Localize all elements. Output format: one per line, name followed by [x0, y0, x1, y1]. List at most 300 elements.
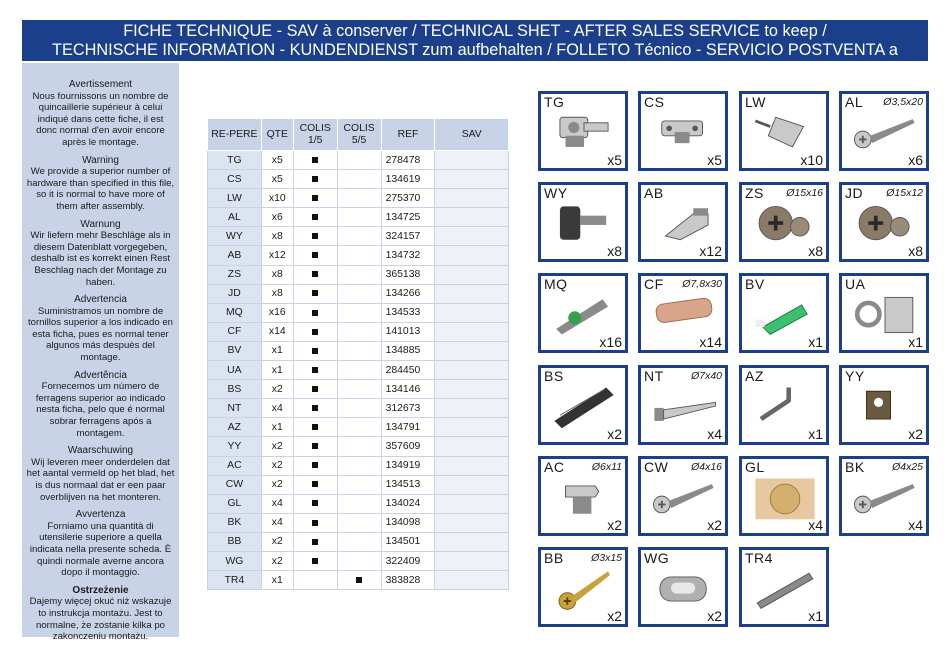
cell-qte: x8 [261, 284, 293, 303]
part-quantity: x5 [607, 152, 622, 168]
warning-text: Wir liefern mehr Beschläge als in diesem Datenblatt vorgegeben, deshalb ist es korrekt einen Rest Beschlag nach der Montage zu haben. [30, 230, 171, 288]
part-tile [638, 182, 728, 262]
cell-qte: x2 [261, 380, 293, 399]
part-code: AL [845, 94, 864, 110]
cell-colis-5 [337, 170, 381, 189]
part-code: MQ [544, 276, 568, 292]
cell-code: TR4 [208, 571, 262, 590]
cell-colis-5 [337, 284, 381, 303]
check-mark-icon [312, 481, 318, 487]
cell-sav [435, 208, 509, 227]
cell-colis-5 [337, 475, 381, 494]
table-row [208, 361, 509, 380]
cell-colis-1 [293, 571, 337, 590]
cell-ref: 141013 [381, 322, 435, 341]
warning-title: Advertencia [74, 294, 127, 306]
cell-colis-5 [337, 341, 381, 360]
part-quantity: x4 [908, 517, 923, 533]
cell-code: UA [208, 361, 262, 380]
check-mark-icon [312, 348, 318, 354]
part-code: YY [845, 368, 865, 384]
check-mark-icon [312, 405, 318, 411]
cell-qte: x6 [261, 208, 293, 227]
cell-colis-5 [337, 532, 381, 551]
wood-dowel-icon [645, 290, 723, 340]
felt-strip-icon [545, 382, 623, 432]
cell-colis-5 [337, 571, 381, 590]
col-header-colis-1: COLIS 1/5 [293, 119, 337, 151]
cell-ref: 383828 [381, 571, 435, 590]
part-quantity: x1 [808, 608, 823, 624]
connector-bolt-icon [545, 290, 623, 340]
part-code: GL [745, 459, 765, 475]
cell-qte: x2 [261, 437, 293, 456]
cell-colis-5 [337, 265, 381, 284]
cell-ref: 134024 [381, 494, 435, 513]
cell-code: WY [208, 227, 262, 246]
part-tile [739, 273, 829, 353]
cell-sav [435, 151, 509, 170]
cell-ref: 134501 [381, 532, 435, 551]
cell-qte: x4 [261, 399, 293, 418]
cell-code: TG [208, 151, 262, 170]
part-quantity: x12 [699, 243, 722, 259]
table-row [208, 456, 509, 475]
cell-ref: 134098 [381, 513, 435, 532]
cell-ref: 134725 [381, 208, 435, 227]
part-code: BK [845, 459, 865, 475]
part-code: NT [644, 368, 664, 384]
table-row [208, 475, 509, 494]
table-row [208, 341, 509, 360]
part-quantity: x4 [808, 517, 823, 533]
parts-table-body [208, 151, 509, 590]
part-code: WG [644, 550, 670, 566]
warning-title: Warning [82, 154, 119, 166]
part-quantity: x8 [607, 243, 622, 259]
hanging-rail-icon [746, 564, 824, 614]
check-mark-icon [356, 577, 362, 583]
cell-ref: 134266 [381, 284, 435, 303]
cell-qte: x5 [261, 170, 293, 189]
cell-code: NT [208, 399, 262, 418]
cell-colis-5 [337, 456, 381, 475]
rail-end-cap-icon [645, 564, 723, 614]
check-mark-icon [312, 252, 318, 258]
cell-ref: 275370 [381, 189, 435, 208]
cell-qte: x8 [261, 227, 293, 246]
cell-colis-1 [293, 227, 337, 246]
part-quantity: x5 [707, 152, 722, 168]
cell-colis-1 [293, 303, 337, 322]
part-dimension: Ø15x12 [886, 187, 923, 199]
check-mark-icon [312, 424, 318, 430]
table-row [208, 571, 509, 590]
part-code: ZS [745, 185, 764, 201]
part-tile [739, 456, 829, 536]
warning-title: Advertência [74, 369, 127, 381]
table-row [208, 494, 509, 513]
cell-sav [435, 532, 509, 551]
part-quantity: x1 [808, 334, 823, 350]
long-screw-icon [645, 382, 723, 432]
cell-qte: x16 [261, 303, 293, 322]
table-row [208, 322, 509, 341]
cell-code: YY [208, 437, 262, 456]
cell-colis-1 [293, 437, 337, 456]
part-dimension: Ø3,5x20 [883, 96, 923, 108]
part-code: WY [544, 185, 568, 201]
shelf-support-icon [545, 199, 623, 249]
part-code: AC [544, 459, 565, 475]
cell-qte: x2 [261, 475, 293, 494]
cell-ref: 312673 [381, 399, 435, 418]
cell-ref: 278478 [381, 151, 435, 170]
cell-code: AB [208, 246, 262, 265]
part-tile [538, 273, 628, 353]
cell-colis-1 [293, 341, 337, 360]
cell-ref: 134619 [381, 170, 435, 189]
cell-code: LW [208, 189, 262, 208]
cell-colis-5 [337, 361, 381, 380]
part-quantity: x1 [808, 426, 823, 442]
warning-text: Dajemy więcej okuć niż wskazuje to instrukcja montażu. Jest to normalne, że zostanie kilka po zakonczeniu montażu. [29, 596, 172, 643]
check-mark-icon [312, 462, 318, 468]
warning-title: Warnung [80, 218, 121, 230]
cell-colis-5 [337, 303, 381, 322]
part-tile [638, 456, 728, 536]
warning-text: Forniamo una quantità di utensilerie superiore a quella indicata nella presente scheda. È quindi normale averne ancora dopo il montaggio. [29, 520, 172, 579]
cell-code: AZ [208, 418, 262, 437]
cell-sav [435, 494, 509, 513]
check-mark-icon [312, 520, 318, 526]
cell-code: BS [208, 380, 262, 399]
part-code: CS [644, 94, 665, 110]
cell-qte: x4 [261, 494, 293, 513]
cell-code: ZS [208, 265, 262, 284]
part-code: BV [745, 276, 765, 292]
cell-ref: 134919 [381, 456, 435, 475]
part-tile [638, 91, 728, 171]
screw-icon [846, 473, 924, 523]
check-mark-icon [312, 176, 318, 182]
part-dimension: Ø7,8x30 [682, 278, 722, 290]
table-row [208, 303, 509, 322]
cell-sav [435, 418, 509, 437]
part-quantity: x8 [808, 243, 823, 259]
check-mark-icon [312, 539, 318, 545]
hinge-plate-icon [645, 108, 723, 158]
cell-colis-5 [337, 513, 381, 532]
cell-qte: x2 [261, 551, 293, 570]
part-tile [638, 547, 728, 627]
part-quantity: x2 [607, 426, 622, 442]
cell-ref: 365138 [381, 265, 435, 284]
cell-sav [435, 227, 509, 246]
part-quantity: x10 [800, 152, 823, 168]
part-code: TR4 [745, 550, 773, 566]
col-header-repere: RE-PERE [208, 119, 262, 151]
cell-ref: 134533 [381, 303, 435, 322]
cell-code: GL [208, 494, 262, 513]
part-quantity: x2 [707, 517, 722, 533]
cell-sav [435, 284, 509, 303]
cell-qte: x1 [261, 571, 293, 590]
cell-colis-1 [293, 513, 337, 532]
cell-colis-5 [337, 380, 381, 399]
part-quantity: x2 [607, 517, 622, 533]
check-mark-icon [312, 233, 318, 239]
part-code: BB [544, 550, 564, 566]
washers-icon [846, 290, 924, 340]
cell-ref: 134885 [381, 341, 435, 360]
cell-colis-5 [337, 437, 381, 456]
table-row [208, 399, 509, 418]
part-code: AB [644, 185, 664, 201]
bumper-pad-icon [746, 473, 824, 523]
check-mark-icon [312, 290, 318, 296]
cell-sav [435, 322, 509, 341]
warning-text: We provide a superior number of hardware than specified in this file, so it is normal to have more of them after assembly. [26, 166, 175, 212]
part-quantity: x4 [707, 426, 722, 442]
part-tile [839, 456, 929, 536]
cell-colis-1 [293, 246, 337, 265]
cell-sav [435, 341, 509, 360]
table-row [208, 380, 509, 399]
cell-ref: 324157 [381, 227, 435, 246]
part-dimension: Ø7x40 [691, 370, 722, 382]
cell-colis-5 [337, 189, 381, 208]
part-tile [739, 91, 829, 171]
brass-screw-icon [545, 564, 623, 614]
header-line-1: FICHE TECHNIQUE - SAV à conserver / TECHNICAL SHET - AFTER SALES SERVICE to keep / [123, 22, 827, 40]
col-header-ref: REF [381, 119, 435, 151]
cam-lock-icon [746, 199, 824, 249]
cell-colis-1 [293, 494, 337, 513]
cell-ref: 357609 [381, 437, 435, 456]
part-quantity: x2 [607, 608, 622, 624]
check-mark-icon [312, 329, 318, 335]
cell-colis-1 [293, 532, 337, 551]
header-banner [22, 20, 928, 78]
cell-ref: 322409 [381, 551, 435, 570]
cell-sav [435, 399, 509, 418]
part-quantity: x14 [699, 334, 722, 350]
cell-qte: x1 [261, 361, 293, 380]
part-tile [638, 273, 728, 353]
cell-code: WG [208, 551, 262, 570]
table-header-row [208, 119, 509, 151]
warning-title: Avertissement [68, 79, 133, 90]
part-tile [538, 547, 628, 627]
cell-colis-1 [293, 399, 337, 418]
check-mark-icon [312, 500, 318, 506]
part-code: TG [544, 94, 565, 110]
cell-sav [435, 456, 509, 475]
table-row [208, 265, 509, 284]
cell-colis-5 [337, 151, 381, 170]
cam-lock-icon [846, 199, 924, 249]
cell-colis-1 [293, 322, 337, 341]
cell-code: MQ [208, 303, 262, 322]
cell-colis-1 [293, 456, 337, 475]
part-tile [839, 91, 929, 171]
part-quantity: x2 [908, 426, 923, 442]
cell-sav [435, 437, 509, 456]
table-row [208, 551, 509, 570]
warning-title: Avvertenza [75, 509, 126, 521]
table-row [208, 151, 509, 170]
cell-sav [435, 513, 509, 532]
cell-qte: x12 [261, 246, 293, 265]
col-header-qte: QTE [261, 119, 293, 151]
check-mark-icon [312, 443, 318, 449]
cell-sav [435, 303, 509, 322]
part-quantity: x16 [599, 334, 622, 350]
table-row [208, 170, 509, 189]
cell-colis-1 [293, 551, 337, 570]
part-code: BS [544, 368, 564, 384]
cell-colis-5 [337, 246, 381, 265]
check-mark-icon [312, 367, 318, 373]
glue-tube-icon [746, 290, 824, 340]
part-dimension: Ø4x25 [892, 461, 923, 473]
cell-colis-5 [337, 399, 381, 418]
cell-sav [435, 189, 509, 208]
cell-qte: x1 [261, 341, 293, 360]
screw-icon [846, 108, 924, 158]
check-mark-icon [312, 157, 318, 163]
cell-qte: x2 [261, 456, 293, 475]
part-tile [839, 182, 929, 262]
part-dimension: Ø4x16 [691, 461, 722, 473]
cell-sav [435, 380, 509, 399]
part-code: JD [845, 185, 864, 201]
cell-sav [435, 265, 509, 284]
cell-sav [435, 246, 509, 265]
warning-title: Ostrzeżenie [72, 584, 129, 596]
screw-icon [645, 473, 723, 523]
col-header-sav: SAV [435, 119, 509, 151]
cell-code: BV [208, 341, 262, 360]
cell-colis-5 [337, 494, 381, 513]
cell-colis-5 [337, 322, 381, 341]
cell-qte: x10 [261, 189, 293, 208]
hinge-icon [545, 108, 623, 158]
cell-colis-1 [293, 380, 337, 399]
table-row [208, 189, 509, 208]
cell-qte: x5 [261, 151, 293, 170]
cell-ref: 134791 [381, 418, 435, 437]
cell-colis-1 [293, 284, 337, 303]
check-mark-icon [312, 271, 318, 277]
cell-colis-1 [293, 189, 337, 208]
part-code: LW [745, 94, 766, 110]
cell-ref: 284450 [381, 361, 435, 380]
cell-sav [435, 571, 509, 590]
table-row [208, 418, 509, 437]
part-tile [739, 547, 829, 627]
warnings-panel [22, 63, 179, 643]
table-row [208, 227, 509, 246]
cell-colis-1 [293, 265, 337, 284]
angle-bracket-icon [846, 382, 924, 432]
cell-colis-1 [293, 418, 337, 437]
part-tile [538, 456, 628, 536]
check-mark-icon [312, 195, 318, 201]
cell-code: CS [208, 170, 262, 189]
part-tile [538, 182, 628, 262]
part-code: UA [845, 276, 866, 292]
table-row [208, 208, 509, 227]
header-line-2: TECHNISCHE INFORMATION - KUNDENDIENST zum aufbehalten / FOLLETO Técnico - SERVICIO POSTVENTA a conservar [52, 41, 898, 78]
cell-colis-5 [337, 551, 381, 570]
check-mark-icon [312, 214, 318, 220]
cell-ref: 134513 [381, 475, 435, 494]
part-quantity: x2 [707, 608, 722, 624]
col-header-colis-5: COLIS 5/5 [337, 119, 381, 151]
cell-colis-1 [293, 170, 337, 189]
cell-colis-5 [337, 208, 381, 227]
cell-ref: 134146 [381, 380, 435, 399]
parts-table [207, 118, 509, 590]
insert-nut-icon [545, 473, 623, 523]
check-mark-icon [312, 558, 318, 564]
cell-code: JD [208, 284, 262, 303]
part-code: AZ [745, 368, 764, 384]
warning-text: Suministramos un nombre de tornillos superior a los indicado en esta ficha, pues es normal tener algunos más despuès del montage. [27, 305, 174, 364]
allen-key-icon [746, 382, 824, 432]
warning-text: Fornecemos um número de ferragens superior ao indicado nesta ficha, pelo que é normal sobrar ferragens após a montagem. [35, 381, 166, 439]
warning-text: Nous fournissons un nombre de quincaillerie supérieur à celui indiqué dans cette fiche, il est donc normal d'en avoir encore après le montage. [32, 90, 169, 148]
cell-qte: x2 [261, 532, 293, 551]
cell-code: BB [208, 532, 262, 551]
part-dimension: Ø6x11 [591, 461, 622, 473]
part-code: CF [644, 276, 664, 292]
cell-qte: x8 [261, 265, 293, 284]
part-tile [839, 273, 929, 353]
table-row [208, 437, 509, 456]
cell-ref: 134732 [381, 246, 435, 265]
cell-code: BK [208, 513, 262, 532]
part-tile [839, 365, 929, 445]
check-mark-icon [312, 386, 318, 392]
cell-sav [435, 475, 509, 494]
cell-sav [435, 170, 509, 189]
cell-qte: x14 [261, 322, 293, 341]
table-row [208, 246, 509, 265]
cell-code: AC [208, 456, 262, 475]
table-row [208, 284, 509, 303]
cell-colis-1 [293, 475, 337, 494]
cell-code: CF [208, 322, 262, 341]
part-quantity: x6 [908, 152, 923, 168]
part-tile [638, 365, 728, 445]
cell-colis-1 [293, 208, 337, 227]
part-tile [538, 365, 628, 445]
cell-colis-1 [293, 361, 337, 380]
cell-colis-1 [293, 151, 337, 170]
check-mark-icon [312, 310, 318, 316]
cell-sav [435, 361, 509, 380]
cell-code: CW [208, 475, 262, 494]
shelf-pin-icon [645, 199, 723, 249]
table-row [208, 532, 509, 551]
warning-text: Wij leveren meer onderdelen dat het aantal vermeld op het blad, het is dus normaal dat er een paar overblijven na het monteren. [26, 456, 175, 503]
cell-sav [435, 551, 509, 570]
part-dimension: Ø3x15 [591, 552, 622, 564]
part-dimension: Ø15x16 [786, 187, 823, 199]
